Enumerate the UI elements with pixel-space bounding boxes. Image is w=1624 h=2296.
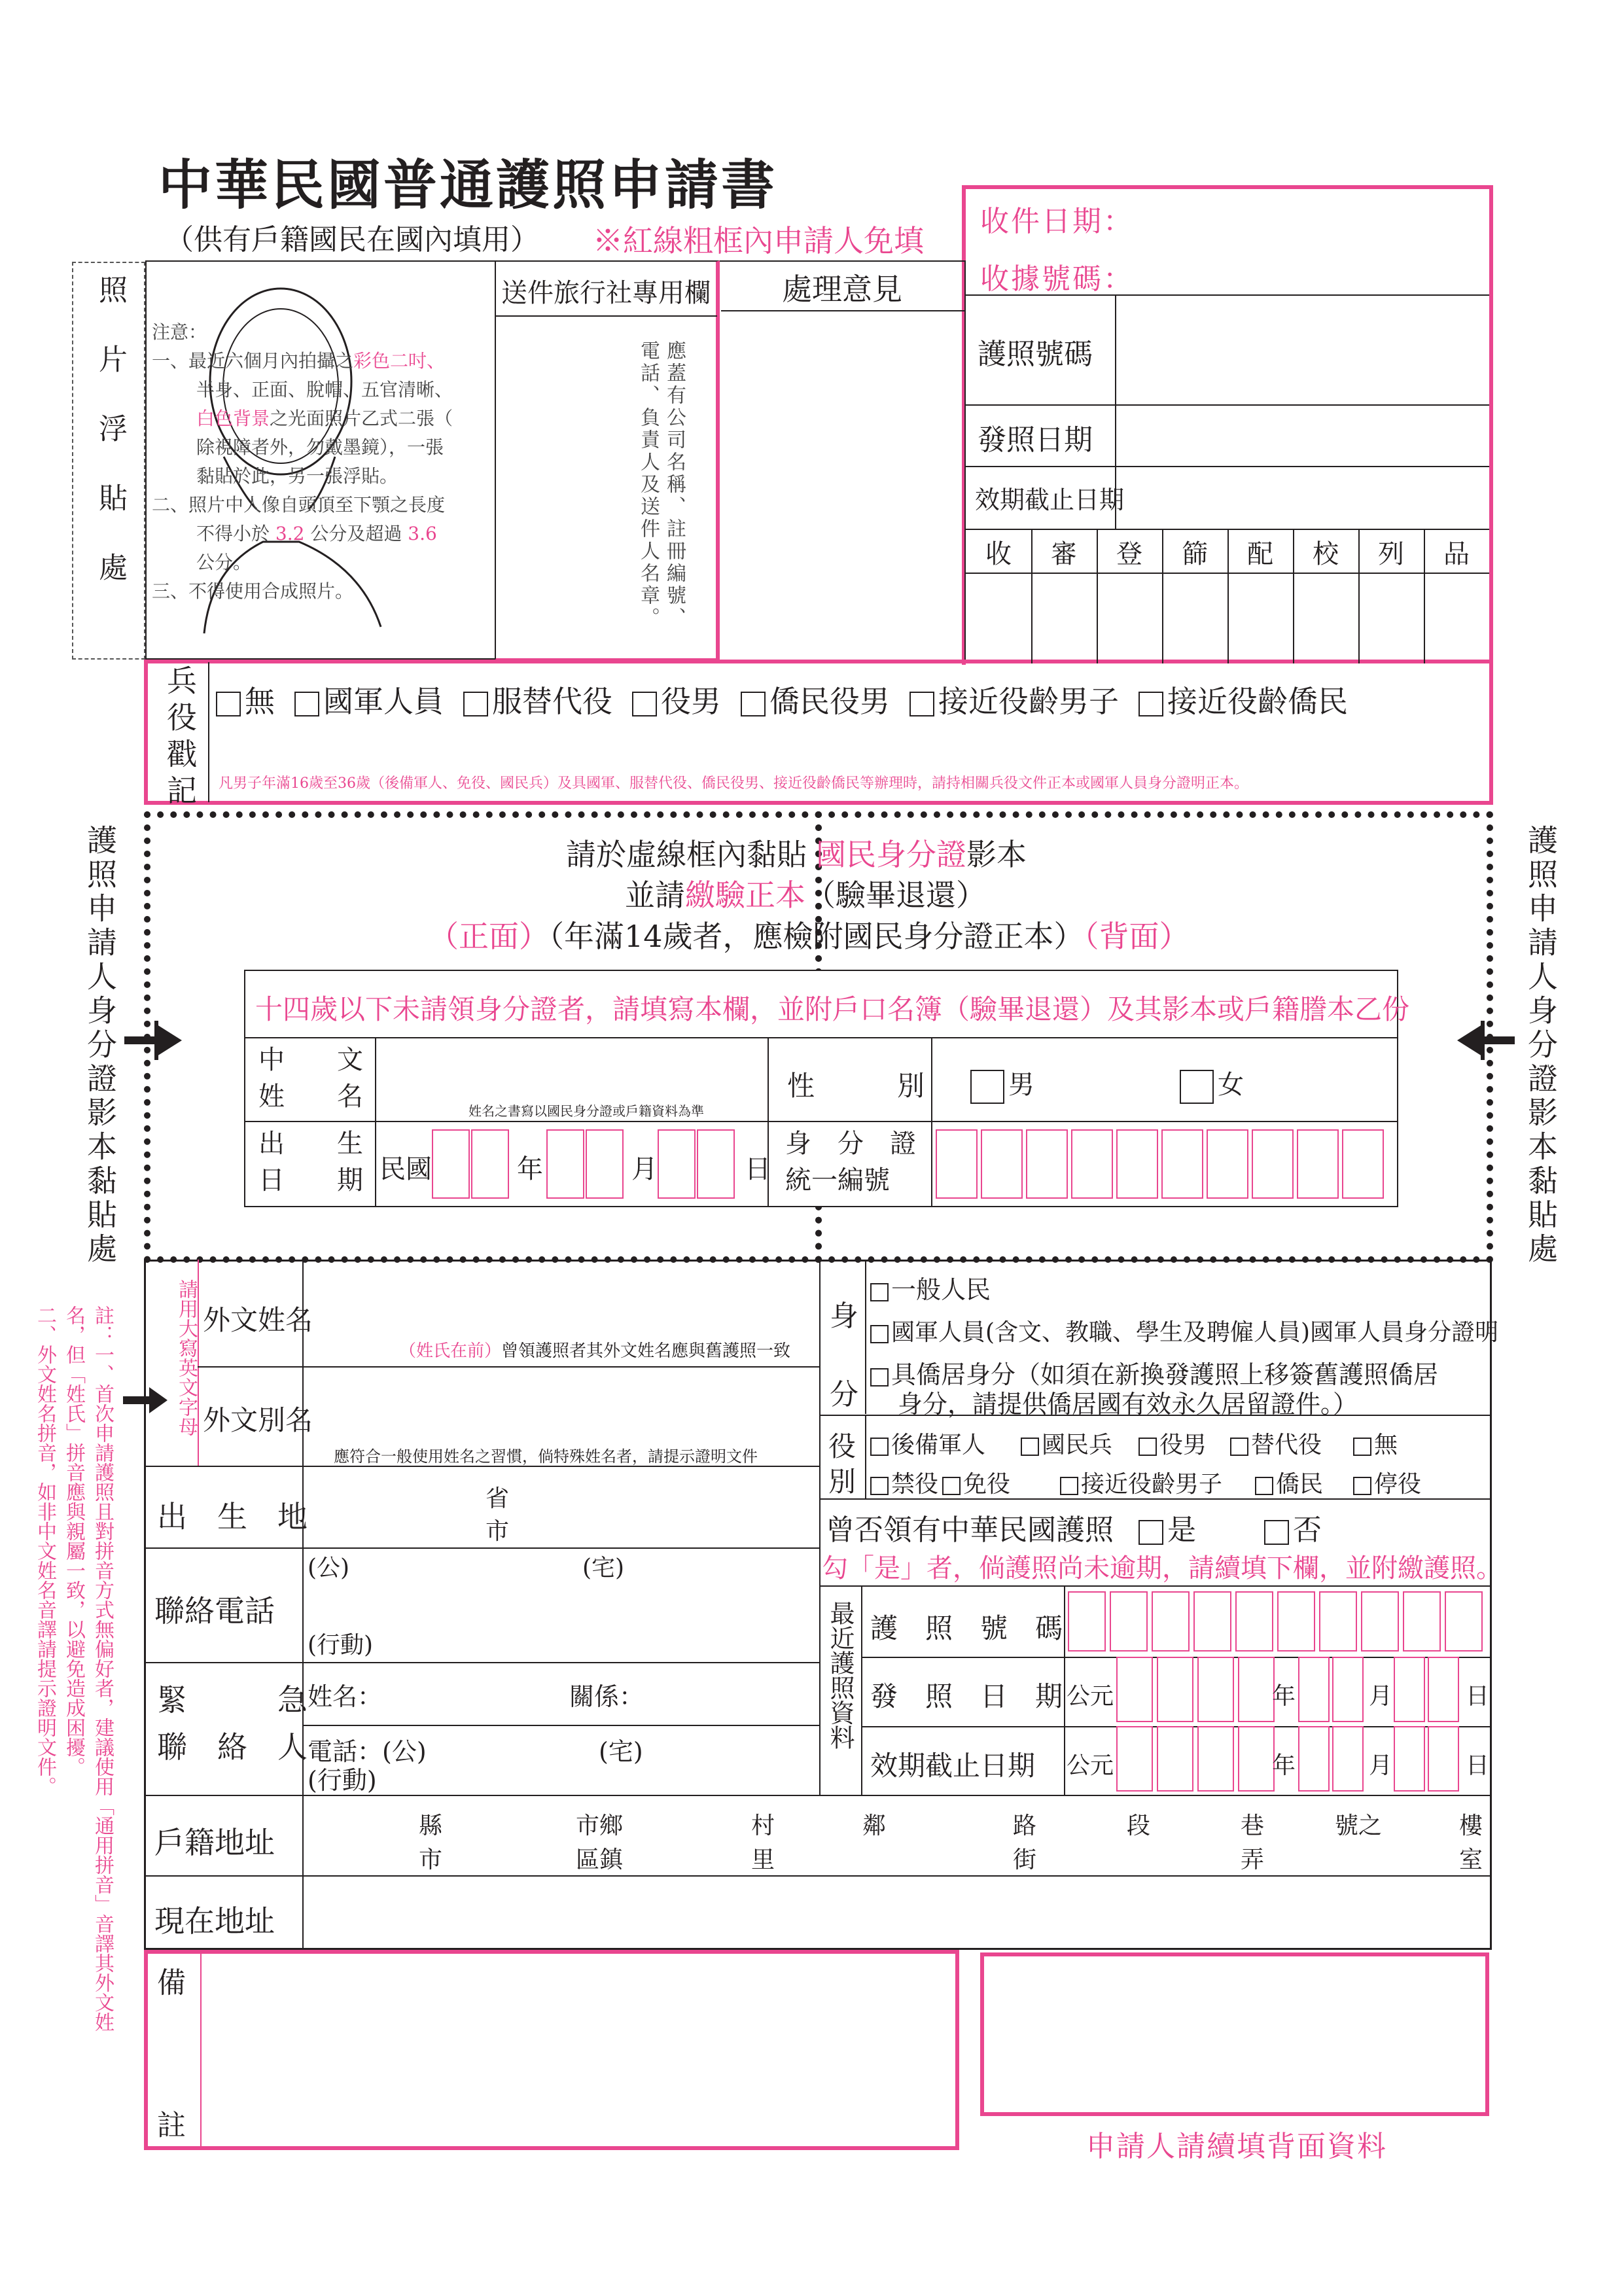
processing-header: 處理意見 <box>782 272 902 307</box>
had-passport-note: 勾「是」者，倘護照尚未逾期，請續填下欄，並附繳護照。 <box>822 1553 1502 1583</box>
receive-date-label: 收件日期： <box>980 205 1134 238</box>
address-unit-bottom-4: 街 <box>1013 1846 1037 1873</box>
emergency-phone-label: 電話：(公) <box>308 1737 427 1766</box>
photo-float-label: 照片浮貼處 <box>94 275 127 622</box>
surname-first-hint: （姓氏在前） <box>399 1341 502 1361</box>
dob-label-2: 日 期 <box>258 1165 363 1195</box>
female-label: 女 <box>1218 1070 1244 1100</box>
expiry-day-digit[interactable] <box>1428 1726 1459 1792</box>
address-unit-bottom-1: 區鎮 <box>576 1846 624 1873</box>
recent-passport-digit[interactable] <box>1068 1591 1106 1651</box>
phone-label: 聯絡電話 <box>154 1593 275 1629</box>
id-digit-cell[interactable] <box>1071 1129 1113 1199</box>
military-option-3[interactable] <box>632 684 721 719</box>
birthplace-label: 出 生 地 <box>157 1499 308 1534</box>
age14-note: （年滿14歲者，應檢附國民身分證正本） <box>549 919 1084 954</box>
had-passport-yes-label: 是 <box>1167 1513 1196 1547</box>
note2-min: 3.2 <box>275 523 305 544</box>
military-note: 凡男子年滿16歲至36歲（後備軍人、免役、國民兵）及具國軍、服替代役、僑民役男、接近役齡僑民等辦理時，請持相關兵役文件正本或國軍人員身分證明正本。 <box>219 775 1248 792</box>
military-option-label-0: 無 <box>245 684 275 719</box>
stamp-cell-2[interactable] <box>1097 574 1162 660</box>
dob-month-unit: 月 <box>631 1154 658 1184</box>
address-unit-bottom-6: 弄 <box>1241 1846 1265 1873</box>
address-unit-top-8: 樓 <box>1459 1812 1483 1839</box>
had-passport-yes-checkbox[interactable] <box>1139 1520 1163 1545</box>
dob-label-1: 出 生 <box>258 1129 363 1159</box>
service-label: 役男 <box>1159 1432 1207 1458</box>
dob-digit-cell[interactable] <box>546 1129 584 1199</box>
identity-overseas-checkbox[interactable] <box>870 1368 889 1386</box>
military-label: 兵役戳記 <box>162 665 198 811</box>
had-passport-label: 曾否領有中華民國護照 <box>826 1513 1114 1547</box>
issue-day-digit[interactable] <box>1428 1657 1459 1722</box>
expiry-year-digit[interactable] <box>1197 1726 1234 1792</box>
back-side-label: （背面） <box>1084 919 1190 954</box>
office-remarks-box <box>980 1952 1489 2116</box>
emergency-label-1: 緊 急 <box>157 1682 308 1718</box>
dob-digit-cell[interactable] <box>432 1129 470 1199</box>
id-digit-cell[interactable] <box>936 1129 978 1199</box>
photo-notes-heading: 注意： <box>152 321 207 343</box>
agency-header: 送件旅行社專用欄 <box>501 277 711 308</box>
id-paste-right-label: 護照申請人身分證影本黏貼處 <box>1523 824 1559 1267</box>
expiry-day-unit: 日 <box>1466 1752 1490 1779</box>
address-unit-bottom-8: 室 <box>1459 1846 1483 1873</box>
remarks-label-top: 備 <box>157 1966 186 2000</box>
id-digit-cell[interactable] <box>1252 1129 1294 1199</box>
left-note-1: 註：一、首次申請護照且對拼音方式無偏好者，建議使用「通用拼音」音譯其外文姓 <box>91 1305 114 2032</box>
province-label: 省 <box>485 1485 510 1512</box>
expiry-year-unit: 年 <box>1272 1752 1296 1779</box>
recent-passport-digit[interactable] <box>1319 1591 1357 1651</box>
military-option-4[interactable] <box>741 684 890 719</box>
military-option-label-3: 役男 <box>661 684 721 719</box>
recent-passport-digit[interactable] <box>1277 1591 1315 1651</box>
service-option-替代役[interactable] <box>1230 1426 1322 1460</box>
service-option-停役[interactable] <box>1353 1466 1421 1499</box>
under14-header: 十四歲以下未請領身分證者，請填寫本欄，並附戶口名簿（驗畢退還）及其影本或戶籍謄本乙份 <box>255 993 1410 1025</box>
note2-line1: 二、照片中人像自頭頂至下顎之長度 <box>152 494 446 516</box>
male-option[interactable] <box>970 1064 1034 1104</box>
left-margin-notes <box>30 1305 116 2143</box>
recent-issue-date-label: 發 照 日 期 <box>870 1680 1063 1712</box>
address-unit-top-3: 鄰 <box>862 1812 887 1839</box>
note1-color-size: 彩色二吋、 <box>353 350 446 372</box>
identity-overseas-line2: 身分，請提供僑居國有效永久居留證件。） <box>898 1390 1358 1419</box>
office-expiry-date-label: 效期截止日期 <box>975 486 1125 514</box>
address-unit-top-7: 號之 <box>1335 1812 1383 1839</box>
id-number-label-1: 身 分 證 <box>785 1129 916 1159</box>
office-issue-date-label: 發照日期 <box>978 423 1093 457</box>
had-passport-no-checkbox[interactable] <box>1264 1520 1289 1545</box>
service-checkbox[interactable] <box>1230 1438 1248 1456</box>
service-checkbox[interactable] <box>870 1477 889 1495</box>
military-option-6[interactable] <box>1139 684 1348 719</box>
service-checkbox[interactable] <box>1255 1477 1273 1495</box>
recent-expiry-date-label: 效期截止日期 <box>870 1750 1036 1782</box>
service-option-國民兵[interactable] <box>1021 1426 1112 1460</box>
dob-year-unit: 年 <box>517 1154 543 1184</box>
mobile-phone-label: (行動) <box>308 1632 374 1659</box>
service-checkbox[interactable] <box>1353 1477 1371 1495</box>
military-checkbox-2[interactable] <box>463 692 488 716</box>
military-checkbox-6[interactable] <box>1139 692 1163 716</box>
note1-white-bg: 白色背景 <box>196 408 270 429</box>
issue-month-digit[interactable] <box>1332 1657 1364 1722</box>
service-label-top: 役 <box>828 1430 856 1462</box>
service-checkbox[interactable] <box>870 1438 889 1456</box>
service-checkbox[interactable] <box>1353 1438 1371 1456</box>
expiry-year-digit[interactable] <box>1116 1726 1153 1792</box>
address-unit-top-4: 路 <box>1013 1812 1037 1839</box>
service-label: 免役 <box>963 1471 1011 1498</box>
form-title: 中華民國普通護照申請書 <box>158 154 778 217</box>
note2-line3: 公分。 <box>196 552 252 573</box>
service-option-接近役齡男子[interactable] <box>1060 1466 1222 1499</box>
stamp-label-7: 品 <box>1443 539 1470 569</box>
current-address-label: 現在地址 <box>154 1903 275 1939</box>
issue-day-unit: 日 <box>1466 1683 1490 1710</box>
id-digit-cell[interactable] <box>981 1129 1023 1199</box>
home-phone-label: (宅) <box>582 1555 625 1581</box>
gender-label: 性 別 <box>787 1070 925 1102</box>
service-option-後備軍人[interactable] <box>870 1426 985 1460</box>
identity-military-checkbox[interactable] <box>870 1325 889 1343</box>
military-option-1[interactable] <box>294 684 444 719</box>
stamp-label-1: 審 <box>1051 539 1077 569</box>
note1-line5: 黏貼於此，另一張浮貼。 <box>196 465 398 487</box>
expiry-day-digit[interactable] <box>1394 1726 1425 1792</box>
male-label: 男 <box>1008 1070 1034 1100</box>
receipt-number-label: 收據號碼： <box>980 262 1134 296</box>
left-note-1b: 名，但「姓氏」拼音應與親屬一致，以避免造成困擾。 <box>62 1305 85 1776</box>
recent-passport-digit[interactable] <box>1152 1591 1190 1651</box>
processing-box <box>720 260 966 662</box>
identity-general-label: 一般人民 <box>891 1275 991 1304</box>
stamp-cell-6[interactable] <box>1358 574 1424 660</box>
foreign-alias-label: 外文別名 <box>203 1404 313 1436</box>
remarks-label-bottom: 註 <box>157 2109 186 2142</box>
stamp-label-3: 篩 <box>1182 539 1208 569</box>
stamp-label-5: 校 <box>1313 539 1339 569</box>
note2-part: 不得小於 <box>196 523 270 544</box>
address-unit-bottom-0: 市 <box>419 1846 443 1873</box>
address-unit-bottom-2: 里 <box>751 1846 775 1873</box>
female-option[interactable] <box>1180 1064 1244 1104</box>
address-unit-top-5: 段 <box>1127 1812 1151 1839</box>
note2-part2: 公分及超過 <box>310 523 402 544</box>
service-option-無[interactable] <box>1353 1426 1398 1460</box>
issue-year-unit: 年 <box>1272 1683 1296 1710</box>
service-label: 國民兵 <box>1042 1432 1113 1458</box>
military-option-5[interactable] <box>909 684 1119 719</box>
identity-overseas-label: 具僑居身分（如須在新換發護照上移簽舊護照僑居 <box>891 1360 1439 1389</box>
recent-passport-digit[interactable] <box>1445 1591 1483 1651</box>
service-label: 後備軍人 <box>891 1432 986 1458</box>
military-option-label-1: 國軍人員 <box>323 684 444 719</box>
id-digit-cell[interactable] <box>1026 1129 1068 1199</box>
service-label: 無 <box>1374 1432 1398 1458</box>
continue-back-note: 申請人請續填背面資料 <box>1086 2130 1387 2163</box>
match-old-passport-hint: 曾領護照者其外文姓名應與舊護照一致 <box>501 1341 791 1361</box>
issue-year-digit[interactable] <box>1157 1657 1193 1722</box>
note1-line3: 之光面照片乙式二張（ <box>270 408 453 429</box>
left-note-2: 二、外文姓名拼音，如非中文姓名音譯請提示證明文件。 <box>33 1305 56 1796</box>
arrow-right-small-icon <box>123 1386 169 1415</box>
military-checkbox-1[interactable] <box>294 692 319 716</box>
issue-year-digit[interactable] <box>1116 1657 1153 1722</box>
red-frame-note: ※紅線粗框內申請人免填 <box>593 223 924 258</box>
verify-original-text: 繳驗正本 <box>685 877 805 913</box>
id-card-text: 國民身分證 <box>816 837 966 872</box>
dob-day-unit: 日 <box>745 1154 771 1184</box>
service-label: 禁役 <box>891 1471 939 1498</box>
military-options <box>216 678 1368 721</box>
note1-part: 一、最近六個月內拍攝之 <box>152 350 354 372</box>
recent-passport-digit[interactable] <box>1110 1591 1148 1651</box>
emergency-name-label: 姓名： <box>308 1682 383 1711</box>
service-option-僑民[interactable] <box>1255 1466 1323 1499</box>
expiry-year-digit[interactable] <box>1157 1726 1193 1792</box>
service-option-禁役[interactable] <box>870 1466 938 1499</box>
office-phone-label: (公) <box>308 1555 350 1581</box>
stamp-label-4: 配 <box>1247 539 1273 569</box>
emergency-relation-label: 關係： <box>569 1682 644 1711</box>
had-passport-no-label: 否 <box>1293 1513 1322 1547</box>
service-option-免役[interactable] <box>942 1466 1010 1499</box>
household-address-label: 戶籍地址 <box>154 1825 275 1860</box>
recent-passport-number-label: 護 照 號 碼 <box>870 1612 1063 1644</box>
stamp-cell-0[interactable] <box>966 574 1031 660</box>
address-unit-top-0: 縣 <box>419 1812 443 1839</box>
id-digit-cell[interactable] <box>1161 1129 1203 1199</box>
roc-label: 民國 <box>380 1154 432 1184</box>
service-label: 停役 <box>1374 1471 1422 1498</box>
dob-digit-cell[interactable] <box>697 1129 735 1199</box>
had-passport-question <box>826 1506 1322 1548</box>
issue-year-digit[interactable] <box>1238 1657 1275 1722</box>
id-digit-cell[interactable] <box>1207 1129 1248 1199</box>
address-unit-top-6: 巷 <box>1241 1812 1265 1839</box>
expiry-year-digit[interactable] <box>1238 1726 1275 1792</box>
id-paste-line2 <box>625 872 986 915</box>
service-option-役男[interactable] <box>1139 1426 1207 1460</box>
returned-text: （驗畢退還） <box>805 877 986 913</box>
dob-label <box>258 1125 363 1199</box>
office-passport-number-label: 護照號碼 <box>978 338 1093 371</box>
emergency-contact-label <box>157 1676 308 1771</box>
military-option-label-6: 接近役齡僑民 <box>1167 684 1348 719</box>
address-unit-top-2: 村 <box>751 1812 775 1839</box>
expiry-month-digit[interactable] <box>1332 1726 1364 1792</box>
stamp-label-6: 列 <box>1378 539 1404 569</box>
paste-instruction: 請於虛線框內黏貼 <box>566 837 807 872</box>
foreign-name-hint <box>399 1337 790 1362</box>
military-checkbox-3[interactable] <box>632 692 657 716</box>
identity-option-military[interactable] <box>870 1314 1498 1347</box>
issue-month-unit: 月 <box>1369 1683 1393 1710</box>
id-number-label <box>785 1125 916 1199</box>
id-paste-line3 <box>429 913 1190 956</box>
and-please-text: 並請 <box>625 877 685 913</box>
expiry-month-unit: 月 <box>1369 1752 1393 1779</box>
remarks-field[interactable] <box>204 1955 955 2146</box>
dob-digit-cell[interactable] <box>586 1129 624 1199</box>
recent-passport-digit[interactable] <box>1403 1591 1441 1651</box>
identity-label-top: 身 <box>830 1299 858 1333</box>
dob-digit-cell[interactable] <box>471 1129 509 1199</box>
military-checkbox-4[interactable] <box>741 692 766 716</box>
recent-passport-digit[interactable] <box>1235 1591 1273 1651</box>
military-option-0[interactable] <box>216 684 275 719</box>
recent-passport-digit[interactable] <box>1193 1591 1231 1651</box>
id-digit-cell[interactable] <box>1116 1129 1158 1199</box>
copy-text: 影本 <box>966 837 1027 872</box>
foreign-alias-hint: 應符合一般使用姓名之習慣，倘特殊姓名者，請提示證明文件 <box>334 1447 758 1466</box>
cn-name-label-1: 中 文 <box>258 1045 363 1075</box>
military-option-label-2: 服替代役 <box>492 684 612 719</box>
stamp-cell-4[interactable] <box>1227 574 1293 660</box>
identity-label-bottom: 分 <box>830 1378 858 1411</box>
foreign-name-label: 外文姓名 <box>203 1304 313 1336</box>
military-option-2[interactable] <box>463 684 612 719</box>
service-checkbox[interactable] <box>942 1477 961 1495</box>
emergency-label-2: 聯 絡 人 <box>157 1729 308 1765</box>
issue-day-digit[interactable] <box>1394 1657 1425 1722</box>
service-label-bottom: 別 <box>828 1466 856 1498</box>
military-option-label-5: 接近役齡男子 <box>938 684 1119 719</box>
male-checkbox[interactable] <box>970 1070 1004 1104</box>
stamp-cell-1[interactable] <box>1031 574 1097 660</box>
dob-digit-cell[interactable] <box>658 1129 696 1199</box>
ad-label: 公元 <box>1067 1683 1114 1710</box>
service-checkbox[interactable] <box>1139 1438 1157 1456</box>
id-digit-cell[interactable] <box>1297 1129 1339 1199</box>
service-checkbox[interactable] <box>1021 1438 1039 1456</box>
recent-passport-label: 最近護照資料 <box>826 1600 855 1750</box>
uppercase-hint: 請用大寫英文字母 <box>175 1279 198 1436</box>
identity-military-label: 國軍人員(含文、教職、學生及聘僱人員)國軍人員身分證明 <box>891 1319 1499 1346</box>
current-address-field[interactable] <box>305 1878 1489 1947</box>
issue-month-digit[interactable] <box>1298 1657 1330 1722</box>
service-label: 接近役齡男子 <box>1081 1471 1223 1498</box>
id-number-label-2: 統一編號 <box>785 1165 890 1195</box>
id-paste-line1 <box>566 831 1027 874</box>
address-unit-top-1: 市鄉 <box>576 1812 624 1839</box>
front-side-label: （正面） <box>429 919 549 954</box>
issue-year-digit[interactable] <box>1197 1657 1234 1722</box>
female-checkbox[interactable] <box>1180 1070 1214 1104</box>
note2-max: 3.6 <box>408 523 437 544</box>
recent-passport-digit[interactable] <box>1361 1591 1399 1651</box>
identity-option-general[interactable] <box>870 1269 991 1305</box>
expiry-month-digit[interactable] <box>1298 1726 1330 1792</box>
military-checkbox-5[interactable] <box>909 692 934 716</box>
military-checkbox-0[interactable] <box>216 692 241 716</box>
city-label: 市 <box>485 1518 510 1545</box>
emergency-mobile-label: (行動) <box>308 1766 377 1795</box>
cn-name-hint: 姓名之書寫以國民身分證或戶籍資料為準 <box>468 1103 704 1119</box>
service-label: 僑民 <box>1276 1471 1324 1498</box>
stamp-cell-3[interactable] <box>1162 574 1227 660</box>
military-option-label-4: 僑民役男 <box>769 684 890 719</box>
note3: 三、不得使用合成照片。 <box>152 580 354 602</box>
identity-general-checkbox[interactable] <box>870 1283 889 1301</box>
photo-notes <box>152 318 492 606</box>
form-subtitle: （供有戶籍國民在國內填用） <box>165 223 539 256</box>
cn-name-label-2: 姓 名 <box>258 1082 363 1112</box>
note1-line2: 半身、正面、脫帽、五官清晰、 <box>196 379 453 400</box>
stamp-label-0: 收 <box>985 539 1012 569</box>
id-paste-left-label: 護照申請人身分證影本黏貼處 <box>82 824 118 1267</box>
service-checkbox[interactable] <box>1060 1477 1078 1495</box>
note1-line4: 除視障者外，勿戴墨鏡），一張 <box>196 436 444 458</box>
stamp-cell-7[interactable] <box>1424 574 1489 660</box>
id-digit-cell[interactable] <box>1342 1129 1384 1199</box>
emergency-home-label: (宅) <box>599 1737 643 1766</box>
ad-label: 公元 <box>1067 1752 1114 1779</box>
stamp-cell-5[interactable] <box>1293 574 1358 660</box>
cn-name-label <box>258 1042 363 1115</box>
agency-instructions: 應蓋有公司名稱、註冊編號、電話、負責人及送件人名章。 <box>637 340 686 629</box>
stamp-label-2: 登 <box>1116 539 1142 569</box>
service-label: 替代役 <box>1251 1432 1322 1458</box>
